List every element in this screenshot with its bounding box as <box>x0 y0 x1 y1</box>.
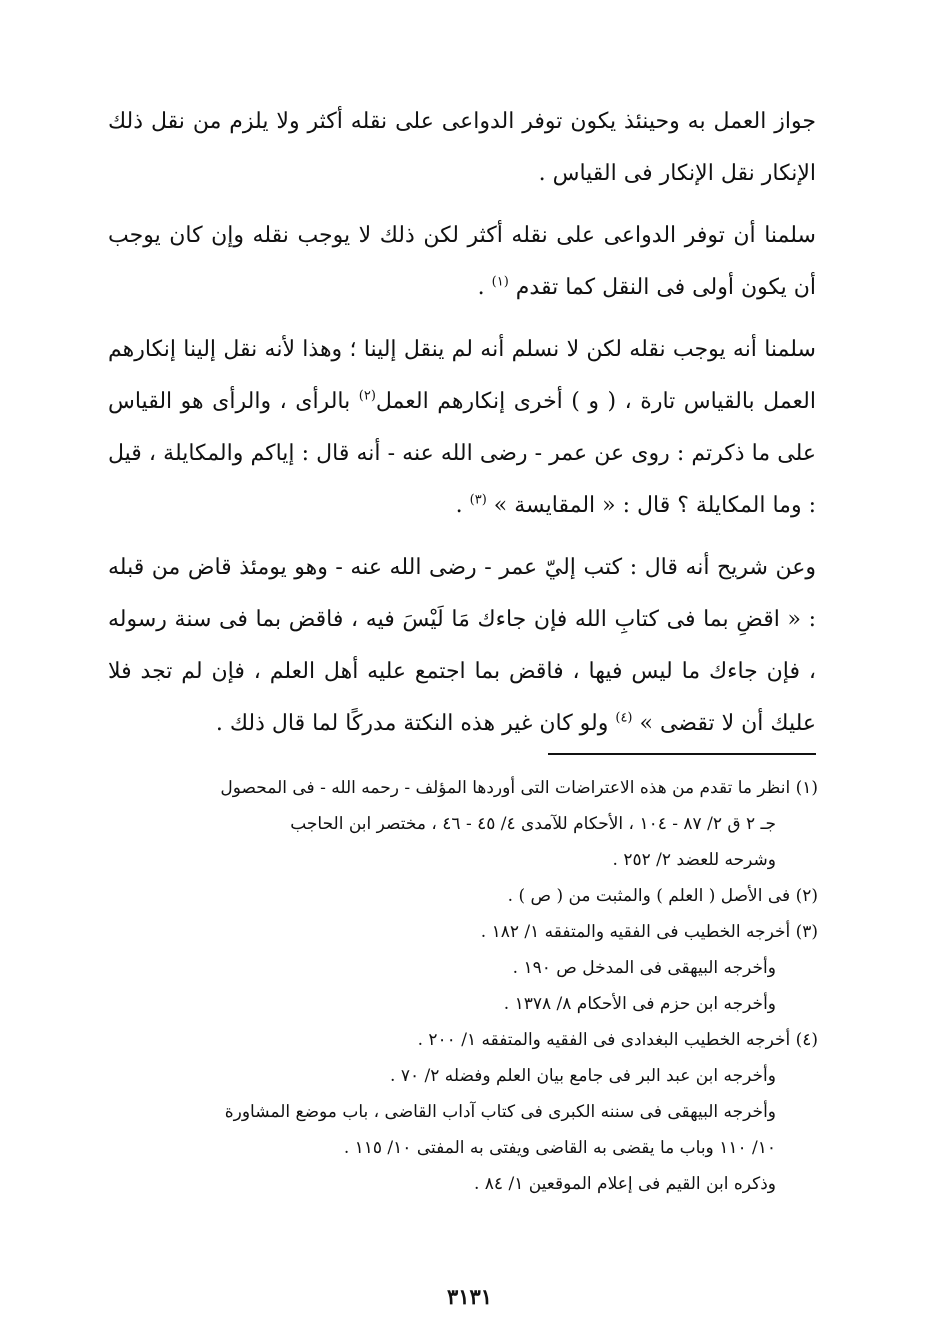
footnote-ref-2[interactable]: (٢) <box>358 388 376 404</box>
footnote-2: (٢) فى الأصل ( العلم ) والمثبت من ( ص ) . <box>507 886 818 906</box>
footnote-4-line-4: ١٠/ ١١٠ وباب ما يقضى به القاضى ويفتى به المفتى ١٠/ ١١٥ . <box>343 1138 776 1158</box>
paragraph-4-text-a: وعن شريح أنه قال : كتب إليّ عمر - رضى الله عنه - وهو يومئذ قاض من قبله : « اقضِ بما فى كتابِ الله فإن جاءك مَا لَيْسَ فيه ، فاقض بما فى سنة رسوله ، فإن جاءك ما ليس فيها ، فاقض بما اجتمع عليه أهل العلم ، فإن لم تجد فلا عليك أن لا تقضى » <box>108 555 816 736</box>
footnote-4-line-5: وذكره ابن القيم فى إعلام الموقعين ١/ ٨٤ . <box>473 1174 776 1194</box>
footnotes-section <box>96 770 818 1202</box>
paragraph-3 <box>108 324 816 532</box>
paragraph-4-text-b: ولو كان غير هذه النكتة مدركًا لما قال ذلك . <box>215 711 616 736</box>
paragraph-2-end: . <box>477 275 492 300</box>
footnote-4-line-3: وأخرجه البيهقى فى سننه الكبرى فى كتاب آداب القاضى ، باب موضع المشاورة <box>224 1102 776 1122</box>
footnote-3-line-2: وأخرجه البيهقى فى المدخل ص ١٩٠ . <box>512 958 776 978</box>
paragraph-3-text-b: بالرأى ، والرأى هو القياس على ما ذكرتم : روى عن عمر - رضى الله عنه - أنه قال : إياكم والمكايلة ، قيل : وما المكايلة ؟ قال : « المقايسة » <box>108 389 816 518</box>
paragraph-1 <box>108 96 816 200</box>
footnote-divider <box>548 753 816 755</box>
paragraph-3-text-a: سلمنا أنه يوجب نقله لكن لا نسلم أنه لم ينقل إلينا ؛ وهذا لأنه نقل إلينا إنكارهم العمل بالقياس تارة ، ( و ) أخرى إنكارهم العمل <box>108 337 816 414</box>
footnote-ref-1[interactable]: (١) <box>491 274 509 290</box>
footnote-ref-4[interactable]: (٤) <box>615 710 633 726</box>
paragraph-2 <box>108 210 816 314</box>
paragraph-3-end: . <box>455 493 470 518</box>
footnote-ref-3[interactable]: (٣) <box>469 492 487 508</box>
main-text-body <box>108 96 816 750</box>
paragraph-1-text: جواز العمل به وحينئذ يكون توفر الدواعى على نقله أكثر ولا يلزم من نقل ذلك الإنكار نقل الإنكار فى القياس . <box>108 109 816 186</box>
footnote-1-line-3: وشرحه للعضد ٢/ ٢٥٢ . <box>612 850 776 870</box>
footnote-1-line-2: جـ ٢ ق ٢/ ٨٧ - ١٠٤ ، الأحكام للآمدى ٤/ ٤٥ - ٤٦ ، مختصر ابن الحاجب <box>290 814 776 834</box>
page-number: ٣١٣١ <box>446 1284 493 1309</box>
paragraph-4 <box>108 542 816 750</box>
footnote-3-line-1: (٣) أخرجه الخطيب فى الفقيه والمتفقه ١/ ١٨٢ . <box>480 922 818 942</box>
footnote-4-line-2: وأخرجه ابن عبد البر فى جامع بيان العلم وفضله ٢/ ٧٠ . <box>390 1066 776 1086</box>
footnote-4-line-1: (٤) أخرجه الخطيب البغدادى فى الفقيه والمتفقه ١/ ٢٠٠ . <box>417 1030 818 1050</box>
footnote-1-line-1: (١) انظر ما تقدم من هذه الاعتراضات التى أوردها المؤلف - رحمه الله - فى المحصول <box>220 778 818 798</box>
paragraph-2-text: سلمنا أن توفر الدواعى على نقله أكثر لكن ذلك لا يوجب نقله وإن كان يوجب أن يكون أولى فى النقل كما تقدم <box>108 223 816 300</box>
footnote-3-line-3: وأخرجه ابن حزم فى الأحكام ٨/ ١٣٧٨ . <box>503 994 776 1014</box>
